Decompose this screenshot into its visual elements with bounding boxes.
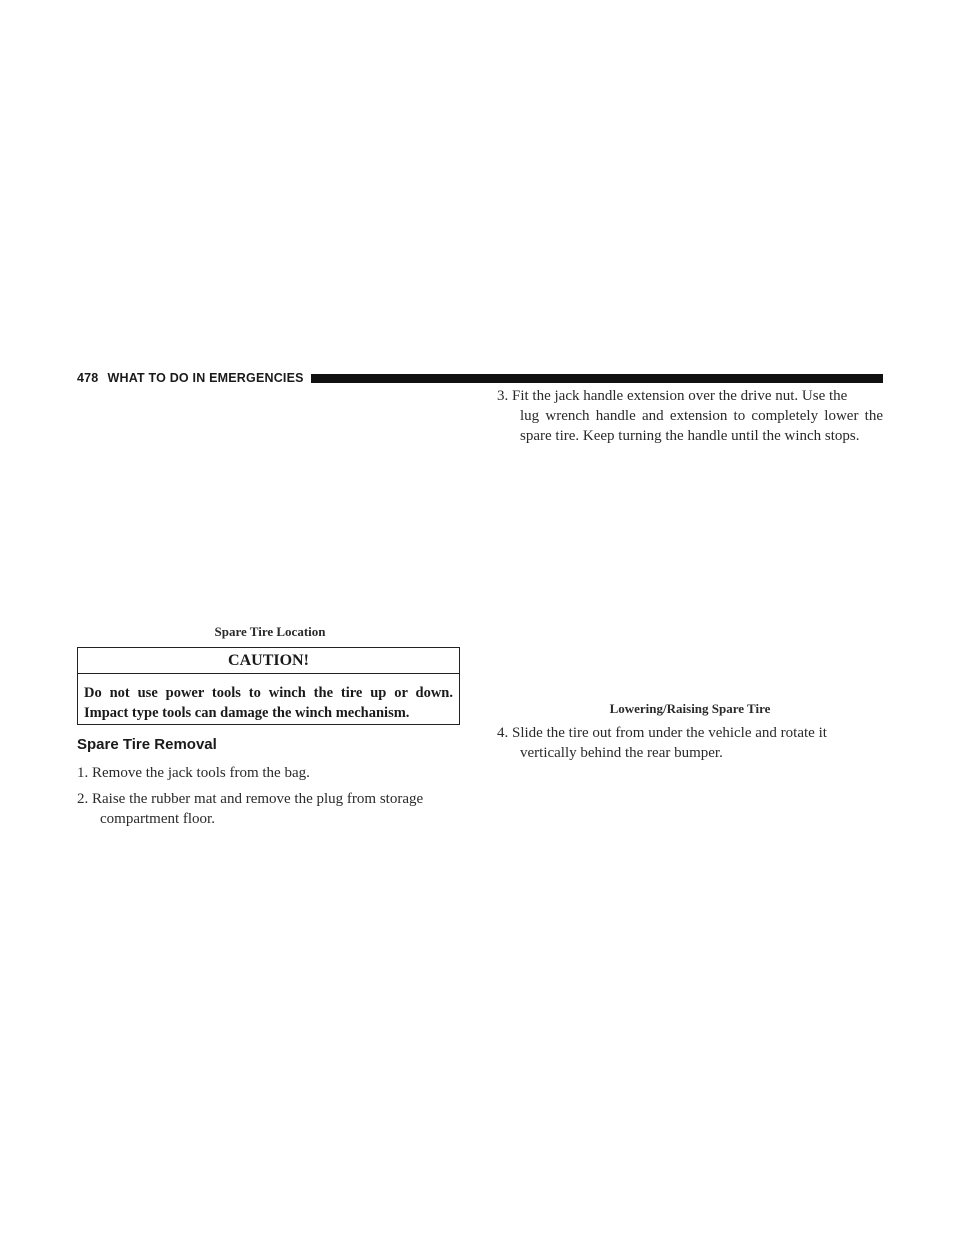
figure-spare-tire-location <box>77 406 463 616</box>
step-1 <box>77 763 463 783</box>
step-text-continued: compartment floor. <box>100 811 215 827</box>
page-header <box>77 370 883 386</box>
page-number: 478 <box>77 371 99 385</box>
step-text: Raise the rubber mat and remove the plug from storage <box>92 791 424 807</box>
caution-text: Do not use power tools to winch the tire up or down. Impact type tools can damage the winch mechanism. <box>84 685 453 721</box>
step-number: 1. <box>77 765 89 781</box>
figure-lowering-raising-spare-tire <box>497 476 883 676</box>
step-number: 3. <box>497 388 509 404</box>
step-text: Fit the jack handle extension over the drive nut. Use the <box>512 388 848 404</box>
header-rule <box>311 374 883 383</box>
step-4 <box>497 723 883 763</box>
step-3 <box>497 386 883 446</box>
figure-caption-lowering-raising: Lowering/Raising Spare Tire <box>609 701 771 716</box>
step-text: Remove the jack tools from the bag. <box>92 765 310 781</box>
step-number: 2. <box>77 791 89 807</box>
step-number: 4. <box>497 725 509 741</box>
subheading-spare-tire-removal: Spare Tire Removal <box>77 736 217 753</box>
caution-box <box>77 647 460 725</box>
step-text: Slide the tire out from under the vehicle and rotate it <box>512 725 827 741</box>
step-text-continued: vertically behind the rear bumper. <box>520 745 723 761</box>
step-2 <box>77 789 463 829</box>
figure-caption-spare-tire-location: Spare Tire Location <box>214 624 326 639</box>
step-text-continued: lug wrench handle and extension to completely lower the spare tire. Keep turning the handle until the winch stops. <box>520 408 883 444</box>
caution-title: CAUTION! <box>78 648 459 674</box>
section-title: WHAT TO DO IN EMERGENCIES <box>107 371 304 385</box>
